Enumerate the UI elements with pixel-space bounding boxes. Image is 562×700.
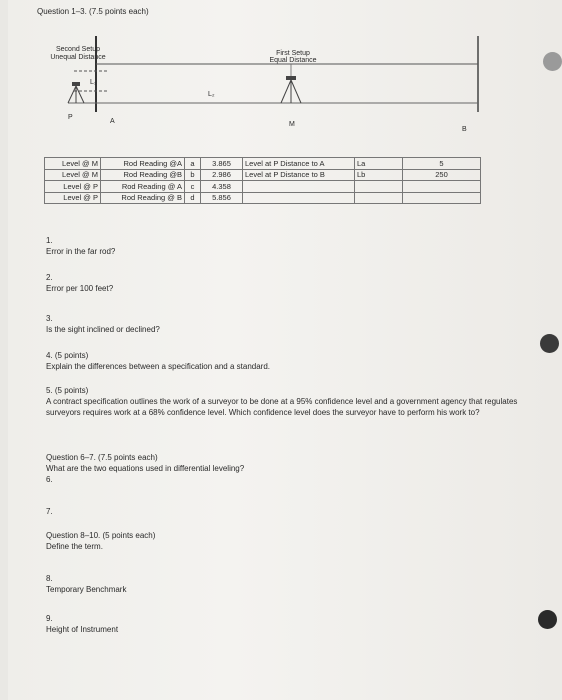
hole-punch-icon: [543, 52, 562, 71]
table-row: [45, 192, 481, 204]
table-cell: Level at P Distance to B: [243, 169, 355, 181]
table-cell: [243, 181, 355, 193]
table-cell: Rod Reading @ A: [101, 181, 185, 193]
table-cell: Level @ P: [45, 181, 101, 193]
hole-punch-icon: [540, 334, 559, 353]
point-b-label: B: [462, 126, 467, 133]
table-cell: Level @ P: [45, 192, 101, 204]
leveling-diagram: [0, 0, 562, 140]
question-2: 2. Error per 100 feet?: [46, 273, 114, 293]
table-cell: 5.856: [201, 192, 243, 204]
question-8-10: Question 8–10. (5 points each) Define the term.: [46, 531, 156, 551]
point-p-label: P: [68, 114, 73, 121]
table-cell: 4.358: [201, 181, 243, 193]
table-cell: 2.986: [201, 169, 243, 181]
question-3: 3. Is the sight inclined or declined?: [46, 314, 160, 334]
table-cell: Rod Reading @ B: [101, 192, 185, 204]
point-a-label: A: [110, 118, 115, 125]
table-cell: d: [185, 192, 201, 204]
table-cell: 250: [403, 169, 481, 181]
table-cell: Level @ M: [45, 158, 101, 170]
question-5: 5. (5 points) A contract specification outlines the work of a surveyor to be done at a 95% confidence level and a government agency that regulates surveyors requires work at a 68% confidence level. Which confidence level does the surveyor have to perform his work to?: [46, 386, 518, 417]
table-cell: [243, 192, 355, 204]
table-cell: a: [185, 158, 201, 170]
table-cell: Rod Reading @B: [101, 169, 185, 181]
question-6-7: Question 6–7. (7.5 points each) What are the two equations used in differential leveling? 6.: [46, 453, 245, 484]
table-row: [45, 169, 481, 181]
rod-reading-table: [44, 157, 481, 204]
table-cell: Level at P Distance to A: [243, 158, 355, 170]
table-cell: [355, 181, 403, 193]
first-setup-label: First Setup Equal Distance: [269, 50, 317, 64]
table-row: [45, 181, 481, 193]
table-cell: b: [185, 169, 201, 181]
question-9: 9. Height of Instrument: [46, 614, 119, 634]
table-cell: 5: [403, 158, 481, 170]
point-m-label: M: [289, 121, 295, 128]
hole-punch-icon: [538, 610, 557, 629]
question-8: 8. Temporary Benchmark: [46, 574, 127, 594]
table-cell: [355, 192, 403, 204]
question-4: 4. (5 points) Explain the differences between a specification and a standard.: [46, 351, 270, 371]
table-cell: [403, 181, 481, 193]
table-cell: Level @ M: [45, 169, 101, 181]
table-cell: [403, 192, 481, 204]
table-cell: Rod Reading @A: [101, 158, 185, 170]
table-cell: Lb: [355, 169, 403, 181]
table-cell: La: [355, 158, 403, 170]
table-cell: c: [185, 181, 201, 193]
section-header: Question 1–3. (7.5 points each): [37, 7, 149, 16]
second-setup-label: Second Setup Unequal Distance: [50, 46, 106, 61]
question-1: 1. Error in the far rod?: [46, 236, 116, 256]
table-row: [45, 158, 481, 170]
question-7: 7.: [46, 507, 53, 516]
table-cell: 3.865: [201, 158, 243, 170]
l2-label: L₂: [208, 91, 215, 98]
l1-label: L₁: [90, 79, 97, 86]
